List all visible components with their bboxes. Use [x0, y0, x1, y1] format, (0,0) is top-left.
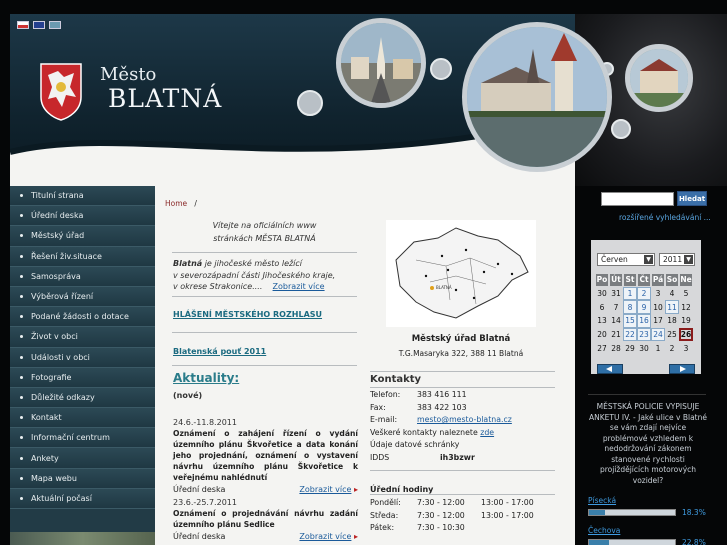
german-flag-icon[interactable]: [49, 21, 61, 29]
all-contacts-text: Veškeré kontakty naleznete: [370, 427, 478, 437]
calendar-day[interactable]: 29: [623, 341, 637, 355]
breadcrumb: [165, 198, 197, 209]
office-name: Městský úřad Blatná: [411, 334, 511, 344]
menu-item[interactable]: [10, 489, 155, 509]
welcome-line2: stránkách MĚSTA BLATNÁ: [213, 234, 316, 243]
email-label: E-mail:: [370, 415, 398, 424]
divider: [172, 365, 357, 366]
calendar-day[interactable]: 30: [595, 287, 609, 301]
calendar-day[interactable]: 6: [595, 300, 609, 314]
menu-item-label: Úřední deska: [31, 211, 84, 221]
hours-pm: 13:00 - 17:00: [481, 510, 534, 520]
phone-label: Telefon:: [370, 390, 401, 399]
police-poll-text: MĚSTSKÁ POLICIE VYPISUJE ANKETU IV. - Jaké ulice v Blatné se vám zdají nejvíce problémové vzhledem k nedodržování zákonem stanovené rychlosti projíždějících motorových vozidel?: [589, 402, 707, 485]
calendar-day[interactable]: 7: [609, 300, 623, 314]
poll-option-label: Písecká: [588, 496, 617, 505]
menu-item[interactable]: [10, 186, 155, 206]
hours-pm: 13:00 - 17:00: [481, 498, 534, 507]
fax-label: Fax:: [370, 402, 386, 412]
intro-text: [173, 258, 363, 293]
calendar-weekday: Pá: [651, 273, 665, 287]
menu-item[interactable]: [10, 469, 155, 489]
news-date: 24.6.-11.8.2011: [173, 418, 237, 427]
calendar-day[interactable]: 27: [595, 341, 609, 355]
calendar-day[interactable]: 8: [623, 300, 637, 314]
welcome-text: [172, 219, 357, 245]
phone-value: 383 416 111: [417, 390, 467, 399]
hours-row: [370, 510, 560, 523]
calendar-day[interactable]: 2: [637, 287, 651, 301]
calendar-day[interactable]: 1: [623, 287, 637, 301]
divider: [370, 494, 555, 495]
news-title[interactable]: Aktuality:: [173, 371, 240, 385]
divider: [370, 470, 555, 471]
hours-am: 7:30 - 10:30: [417, 523, 465, 532]
next-month-button[interactable]: [669, 364, 695, 374]
menu-item[interactable]: [10, 206, 155, 226]
calendar-day[interactable]: 25: [665, 328, 679, 342]
czech-map-image[interactable]: [386, 220, 536, 327]
menu-item-label: Městský úřad: [31, 231, 85, 241]
calendar-day[interactable]: 3: [651, 287, 665, 301]
pout-link[interactable]: [173, 346, 266, 357]
news-source: Úřední deska: [173, 532, 226, 541]
menu-item[interactable]: [10, 348, 155, 368]
calendar-day[interactable]: 30: [637, 341, 651, 355]
contacts-title: Kontakty: [370, 374, 422, 385]
intro-more-link[interactable]: Zobrazit více: [272, 282, 325, 291]
town-street-photo: [336, 18, 426, 108]
menu-item-label: Události v obci: [31, 352, 90, 362]
prev-month-button[interactable]: [597, 364, 623, 374]
calendar-weekday: Út: [609, 273, 623, 287]
news-text: Oznámení o zahájení řízení o vydání územního plánu Škvořetice a data konání jeho projednání, oznámení o vystavení návrhu územního plánu Škvořetice k veřejnému nahlédnutí: [173, 429, 358, 482]
news-more-link[interactable]: Zobrazit více: [299, 485, 352, 494]
year-select[interactable]: [659, 253, 695, 266]
welcome-line1: Vítejte na oficiálních www: [212, 221, 317, 230]
calendar-weekday: Ne: [679, 273, 693, 287]
divider: [588, 394, 706, 395]
calendar-day[interactable]: 26: [679, 328, 693, 342]
calendar-weekday: Čt: [637, 273, 651, 287]
news-source: Úřední deska: [173, 485, 226, 494]
hours-day: Středa:: [370, 510, 399, 520]
arrow-right-icon: ▸: [353, 485, 358, 494]
calendar-day[interactable]: 2: [665, 341, 679, 355]
calendar-day[interactable]: 10: [651, 300, 665, 314]
news-text: Oznámení o projednávání návrhu zadání územního plánu Sedlice: [173, 509, 358, 529]
month-select[interactable]: [597, 253, 655, 266]
idds-label: IDDS: [370, 452, 390, 462]
intro-line1: je jihočeské město ležící: [202, 259, 303, 268]
menu-item[interactable]: [10, 307, 155, 327]
calendar-day[interactable]: 4: [665, 287, 679, 301]
poll-percent: 22.8%: [682, 538, 706, 545]
hours-row: [370, 497, 560, 510]
arrow-right-icon: [670, 365, 694, 373]
year-value: 2011: [663, 255, 683, 264]
menu-item[interactable]: [10, 226, 155, 246]
news-more-link[interactable]: Zobrazit více: [299, 532, 352, 541]
radio-link[interactable]: [173, 309, 322, 320]
arrow-right-icon: ▸: [353, 532, 358, 541]
calendar-day[interactable]: 21: [609, 328, 623, 342]
search-button[interactable]: Hledat: [677, 191, 707, 206]
calendar-day[interactable]: 13: [595, 314, 609, 328]
main-menu: [10, 186, 155, 545]
coat-of-arms-icon[interactable]: [40, 63, 82, 121]
calendar-day[interactable]: 11: [665, 300, 679, 314]
hours-day: Pondělí:: [370, 498, 401, 507]
calendar-day[interactable]: 16: [637, 314, 651, 328]
menu-item-label: Ankety: [31, 453, 59, 463]
poll-option-label: Čechova: [588, 526, 621, 535]
calendar-day[interactable]: 28: [609, 341, 623, 355]
hours-table: [370, 497, 560, 535]
month-value: Červen: [601, 255, 628, 264]
menu-item-label: Řešení živ.situace: [31, 251, 102, 261]
menu-item[interactable]: [10, 428, 155, 448]
czech-flag-icon[interactable]: [17, 21, 29, 29]
decor-circle: [297, 90, 323, 116]
poll-bar: [588, 509, 676, 516]
calendar-weekday: St: [623, 273, 637, 287]
map-label: BLATNÁ: [436, 285, 452, 290]
poll-option[interactable]: [588, 496, 706, 517]
menu-item-label: Život v obci: [31, 332, 78, 342]
news-item: [173, 497, 358, 542]
databox-label: Údaje datové schránky: [370, 440, 460, 449]
email-link[interactable]: mesto@mesto-blatna.cz: [417, 415, 512, 424]
divider: [172, 252, 357, 253]
fax-value: 383 422 103: [417, 402, 467, 412]
menu-item[interactable]: [10, 327, 155, 347]
calendar-day[interactable]: 14: [609, 314, 623, 328]
intro-line3: v okrese Strakonice....: [173, 282, 263, 291]
hours-day: Pátek:: [370, 523, 395, 532]
divider: [172, 332, 357, 333]
calendar-day[interactable]: 31: [609, 287, 623, 301]
town-name: BLATNÁ: [108, 84, 223, 113]
calendar-weekday: So: [665, 273, 679, 287]
calendar-day[interactable]: 15: [623, 314, 637, 328]
english-flag-icon[interactable]: [33, 21, 45, 29]
calendar-weekday: Po: [595, 273, 609, 287]
breadcrumb-separator: /: [194, 199, 197, 208]
poll-option[interactable]: [588, 526, 706, 545]
arrow-left-icon: [598, 365, 622, 373]
calendar-day[interactable]: 9: [637, 300, 651, 314]
menu-item[interactable]: [10, 408, 155, 428]
calendar-day[interactable]: 12: [679, 300, 693, 314]
pout-link-label: Blatenská pouť 2011: [173, 347, 267, 356]
office-address: T.G.Masaryka 322, 388 11 Blatná: [398, 349, 524, 358]
calendar-day[interactable]: 17: [651, 314, 665, 328]
calendar-day[interactable]: 1: [651, 341, 665, 355]
menu-item[interactable]: [10, 448, 155, 468]
decor-circle: [611, 119, 631, 139]
news-date: 23.6.-25.7.2011: [173, 498, 237, 507]
calendar-day[interactable]: 22: [623, 328, 637, 342]
calendar-day[interactable]: 19: [679, 314, 693, 328]
news-item: [173, 417, 358, 495]
poll-bar: [588, 539, 676, 545]
menu-item[interactable]: [10, 368, 155, 388]
building-photo: [625, 44, 693, 112]
calendar-day[interactable]: 18: [665, 314, 679, 328]
calendar-day[interactable]: 24: [651, 328, 665, 342]
divider: [172, 296, 357, 297]
menu-item-label: Samospráva: [31, 271, 81, 281]
contacts-block: [370, 389, 560, 464]
menu-item[interactable]: [10, 247, 155, 267]
intro-bold: Blatná: [173, 259, 203, 268]
sidebar-photo: [10, 532, 155, 545]
town-word: Město: [100, 64, 157, 85]
divider: [370, 371, 555, 372]
radio-link-label: HLÁŠENÍ MĚSTSKÉHO ROZHLASU: [173, 310, 323, 319]
calendar-grid: [595, 273, 693, 355]
menu-item[interactable]: [10, 267, 155, 287]
advanced-search-link[interactable]: rozšířené vyhledávání ...: [619, 213, 711, 222]
search-input[interactable]: [601, 192, 674, 206]
calendar-day[interactable]: 20: [595, 328, 609, 342]
menu-item-label: Titulní strana: [31, 191, 84, 201]
menu-item-label: Informační centrum: [31, 433, 110, 443]
calendar: [591, 240, 701, 374]
divider: [370, 387, 555, 388]
menu-item[interactable]: [10, 287, 155, 307]
calendar-day[interactable]: 5: [679, 287, 693, 301]
menu-item-label: Kontakt: [31, 413, 62, 423]
calendar-day[interactable]: 3: [679, 341, 693, 355]
menu-item-label: Mapa webu: [31, 473, 77, 483]
menu-item-label: Výběrová řízení: [31, 292, 94, 302]
calendar-day[interactable]: 23: [637, 328, 651, 342]
menu-item[interactable]: [10, 388, 155, 408]
decor-circle: [430, 58, 452, 80]
menu-item-label: Aktuální počasí: [31, 493, 92, 503]
news-subtitle: (nové): [173, 391, 203, 400]
hours-row: [370, 522, 560, 535]
menu-item-label: Důležité odkazy: [31, 392, 95, 402]
hours-title: Úřední hodiny: [370, 485, 434, 494]
menu-item-label: Podané žádosti o dotace: [31, 312, 129, 322]
language-flags: [17, 21, 61, 29]
chevron-down-icon: ▼: [684, 255, 693, 264]
chevron-down-icon: ▼: [644, 255, 653, 264]
poll-percent: 18.3%: [682, 508, 706, 517]
breadcrumb-home[interactable]: Home: [165, 199, 188, 208]
hours-am: 7:30 - 12:00: [417, 498, 465, 507]
idds-value: ih3bzwr: [440, 452, 475, 462]
intro-line2: v severozápadní části Jihočeského kraje,: [173, 270, 336, 280]
hours-am: 7:30 - 12:00: [417, 510, 465, 520]
all-contacts-link[interactable]: zde: [480, 427, 495, 437]
menu-item-label: Fotografie: [31, 372, 72, 382]
castle-photo: [462, 22, 612, 172]
